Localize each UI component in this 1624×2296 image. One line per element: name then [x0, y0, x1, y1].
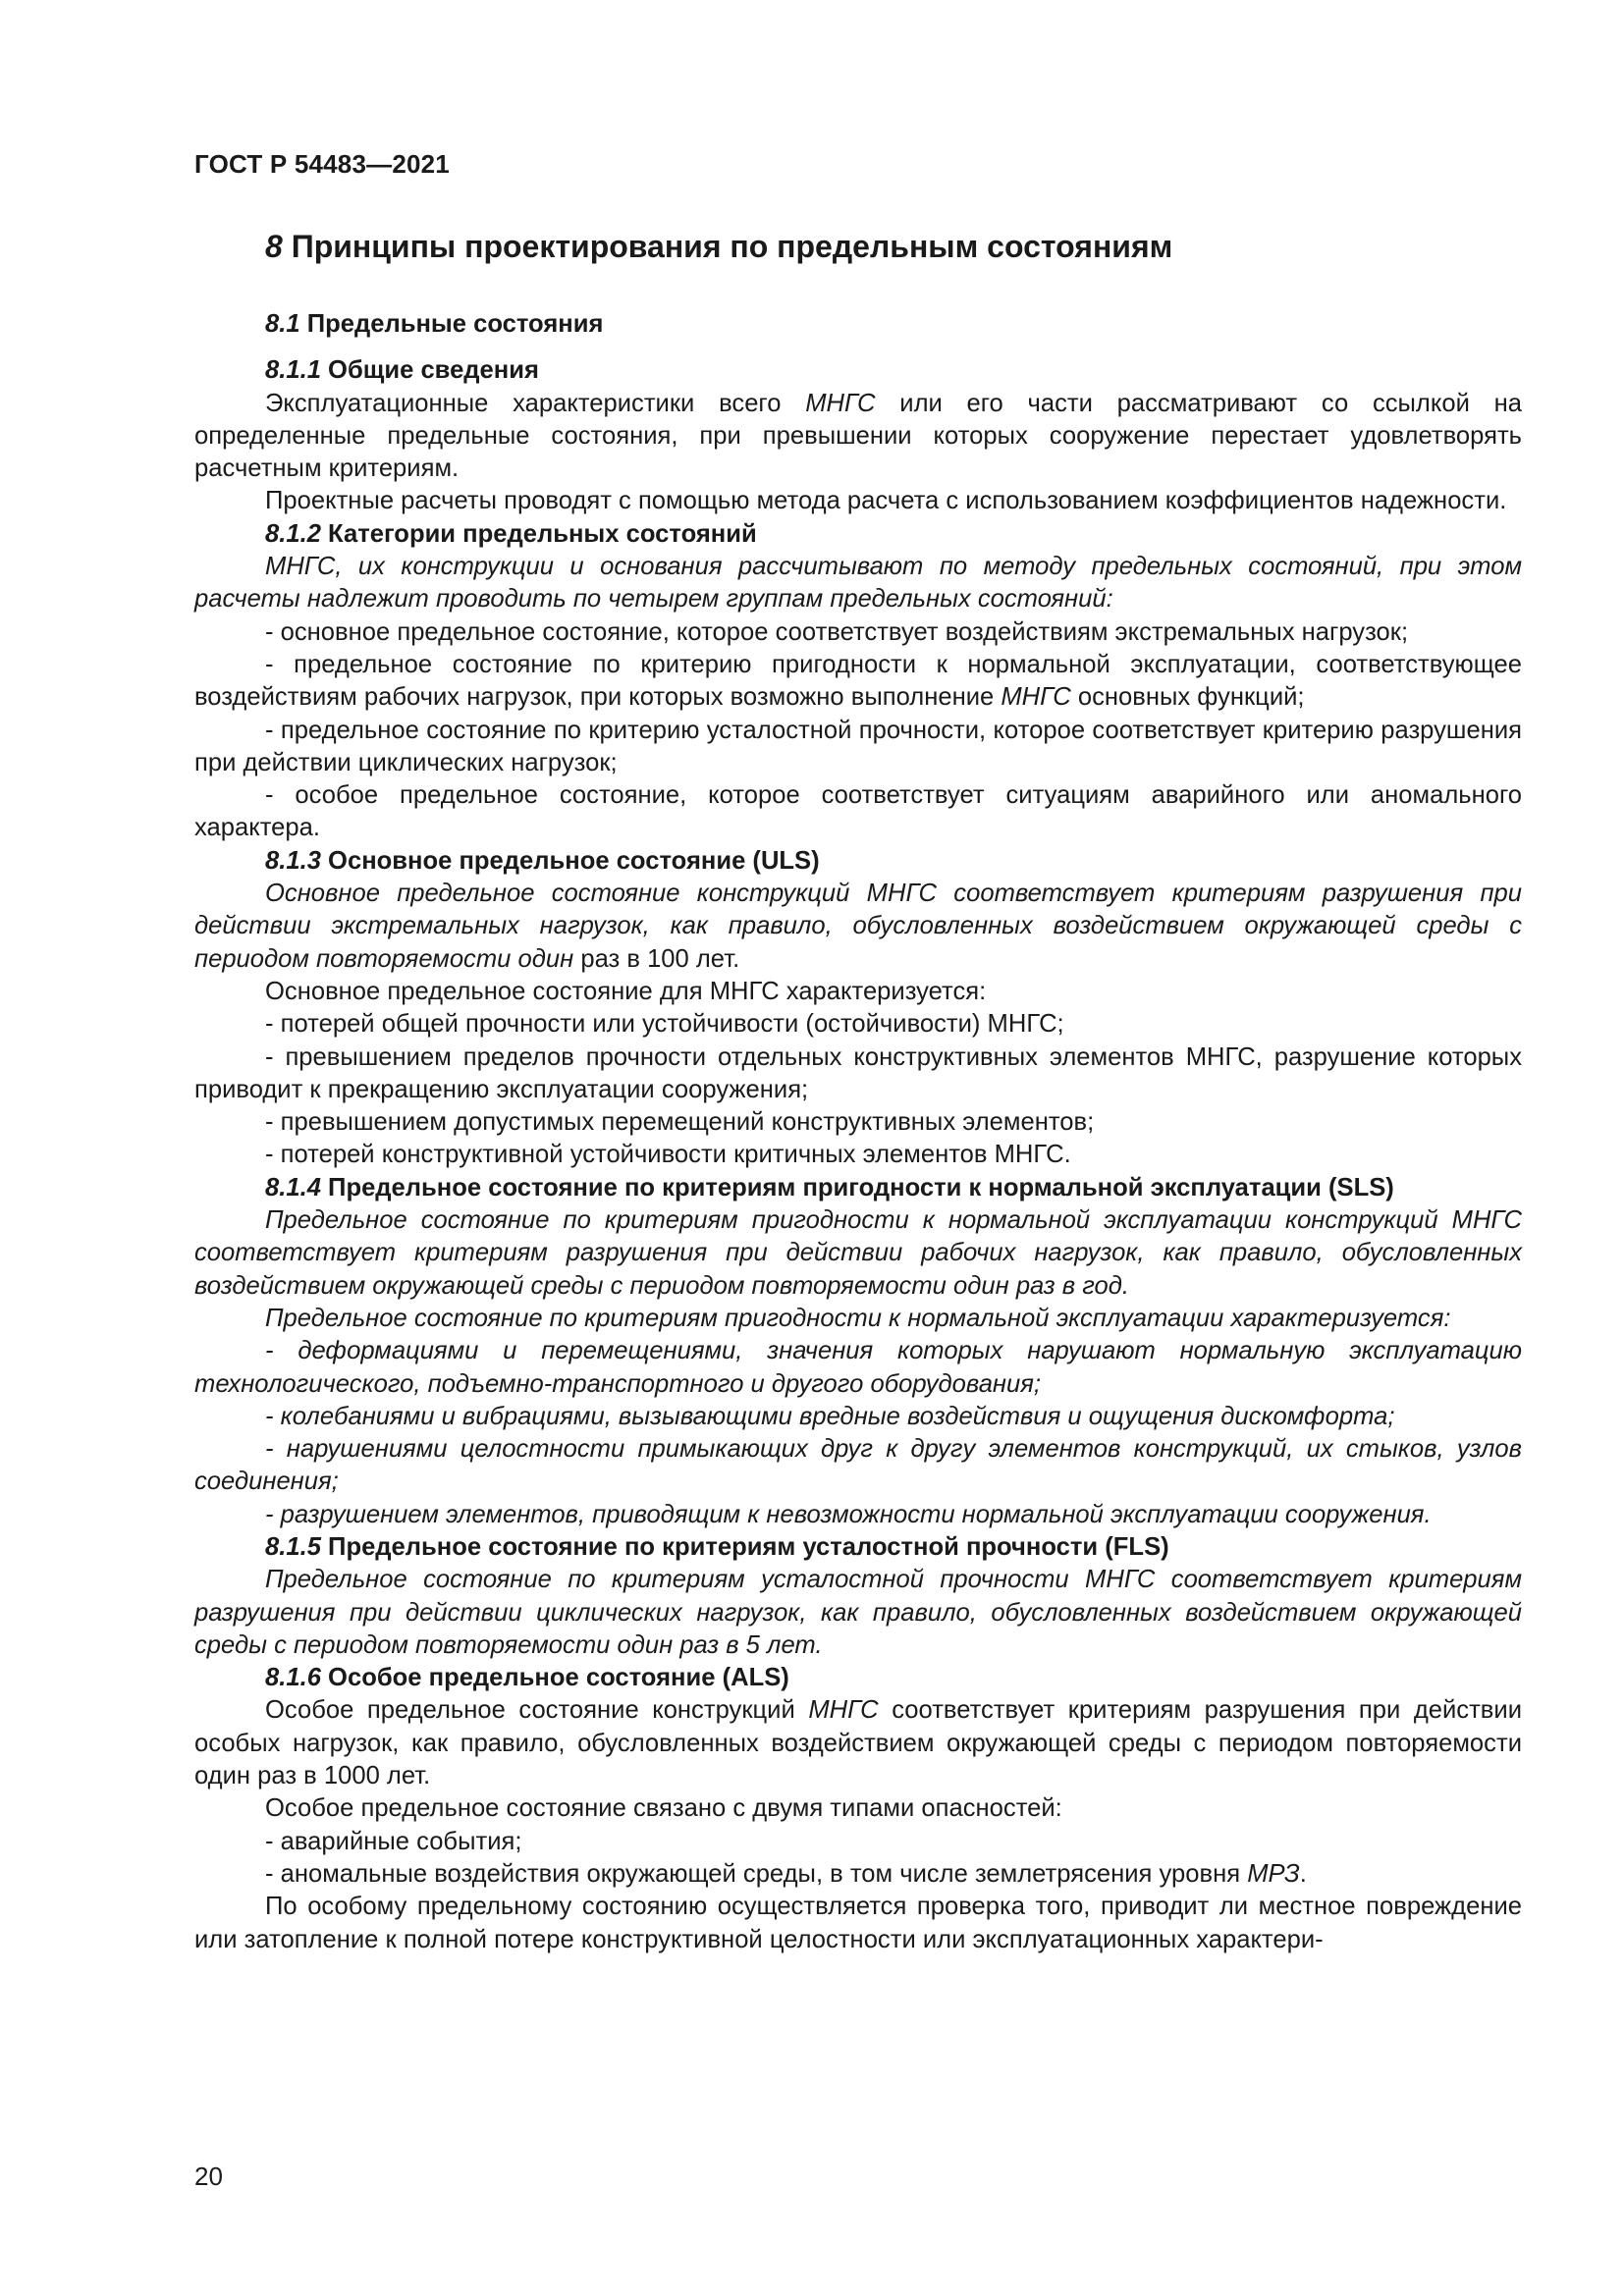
- list-item: - нарушениями целостности примыкающих друг к другу элементов конструкций, их стыков, узлов соединения;: [194, 1435, 1522, 1496]
- list-item: - основное предельное состояние, которое соответствует воздействиям экстремальных нагрузок;: [265, 617, 1409, 646]
- paragraph: Особое предельное состояние конструкций МНГС соответствует критериям разрушения при действии особых нагрузок, как правило, обусловленных воздействием окружающей среды с периодом повторяемости один раз в 1000 лет.: [194, 1696, 1522, 1790]
- list-item: - потерей общей прочности или устойчивости (остойчивости) МНГС;: [265, 1010, 1064, 1039]
- page-number: 20: [194, 2162, 223, 2191]
- list-item: - аномальные воздействия окружающей среды, в том числе землетрясения уровня МРЗ.: [265, 1859, 1307, 1888]
- paragraph: МНГС, их конструкции и основания рассчитывают по методу предельных состояний, при этом расчеты надлежит проводить по четырем группам предельных состояний:: [194, 553, 1522, 614]
- paragraph: Проектные расчеты проводят с помощью метода расчета с использованием коэффициентов надежности.: [265, 487, 1507, 515]
- subsection-8-1-1-heading: 8.1.1 Общие сведения: [265, 356, 539, 385]
- subsection-8-1-2-heading: 8.1.2 Категории предельных состояний: [265, 519, 757, 548]
- paragraph: Предельное состояние по критериям усталостной прочности МНГС соответствует критериям разрушения при действии циклических нагрузок, как правило, обусловленных воздействием окружающей среды с периодом повторяемости один раз в 5 лет.: [194, 1566, 1522, 1659]
- paragraph: Предельное состояние по критериям пригодности к нормальной эксплуатации характеризуется:: [265, 1304, 1451, 1332]
- subsection-8-1-6-heading: 8.1.6 Особое предельное состояние (ALS): [265, 1664, 789, 1692]
- document-body: [194, 308, 1522, 1956]
- paragraph: Особое предельное состояние связано с двумя типами опасностей:: [265, 1794, 1062, 1823]
- section-number: 8: [265, 229, 283, 264]
- paragraph: Эксплуатационные характеристики всего МНГС или его части рассматривают со ссылкой на определенные предельные состояния, при превышении которых сооружение перестает удовлетворять расчетным критериям.: [194, 389, 1522, 483]
- list-item: - потерей конструктивной устойчивости критичных элементов МНГС.: [265, 1141, 1071, 1169]
- paragraph: По особому предельному состоянию осуществляется проверка того, приводит ли местное повреждение или затопление к полной потере конструктивной целостности или эксплуатационных характери-: [194, 1893, 1522, 1953]
- subsection-8-1-3-heading: 8.1.3 Основное предельное состояние (ULS): [265, 846, 820, 875]
- subsection-8-1-4-heading: 8.1.4 Предельное состояние по критериям пригодности к нормальной эксплуатации (SLS): [265, 1173, 1394, 1201]
- list-item: - колебаниями и вибрациями, вызывающими вредные воздействия и ощущения дискомфорта;: [265, 1402, 1395, 1430]
- paragraph: Основное предельное состояние для МНГС характеризуется:: [265, 977, 987, 1005]
- section-8-title: [265, 229, 1172, 265]
- document-code-header: ГОСТ Р 54483—2021: [194, 149, 450, 179]
- list-item: - аварийные события;: [265, 1827, 522, 1855]
- list-item: - предельное состояние по критерию усталостной прочности, которое соответствует критерию разрушения при действии циклических нагрузок;: [194, 716, 1522, 776]
- subsection-8-1-5-heading: 8.1.5 Предельное состояние по критериям усталостной прочности (FLS): [265, 1532, 1169, 1561]
- list-item: - превышением пределов прочности отдельных конструктивных элементов МНГС, разрушение которых приводит к прекращению эксплуатации сооружения;: [194, 1042, 1522, 1103]
- subsection-8-1-heading: 8.1 Предельные состояния: [265, 310, 604, 338]
- list-item: - предельное состояние по критерию пригодности к нормальной эксплуатации, соответствующее воздействиям рабочих нагрузок, при которых возможно выполнение МНГС основных функций;: [194, 650, 1522, 712]
- list-item: - превышением допустимых перемещений конструктивных элементов;: [265, 1108, 1095, 1137]
- section-title-text: Принципы проектирования по предельным состояниям: [282, 229, 1173, 264]
- paragraph: Основное предельное состояние конструкций МНГС соответствует критериям разрушения при действии экстремальных нагрузок, как правило, обусловленных воздействием окружающей среды с периодом повторяемости один раз в 100 лет.: [194, 880, 1522, 973]
- list-item: - особое предельное состояние, которое соответствует ситуациям аварийного или аномального характера.: [194, 781, 1522, 842]
- list-item: - деформациями и перемещениями, значения которых нарушают нормальную эксплуатацию технологического, подъемно-транспортного и другого оборудования;: [194, 1337, 1522, 1398]
- list-item: - разрушением элементов, приводящим к невозможности нормальной эксплуатации сооружения.: [265, 1500, 1432, 1528]
- paragraph: Предельное состояние по критериям пригодности к нормальной эксплуатации конструкций МНГС соответствует критериям разрушения при действии рабочих нагрузок, как правило, обусловленных воздействием окружающей среды с периодом повторяемости один раз в год.: [194, 1206, 1522, 1300]
